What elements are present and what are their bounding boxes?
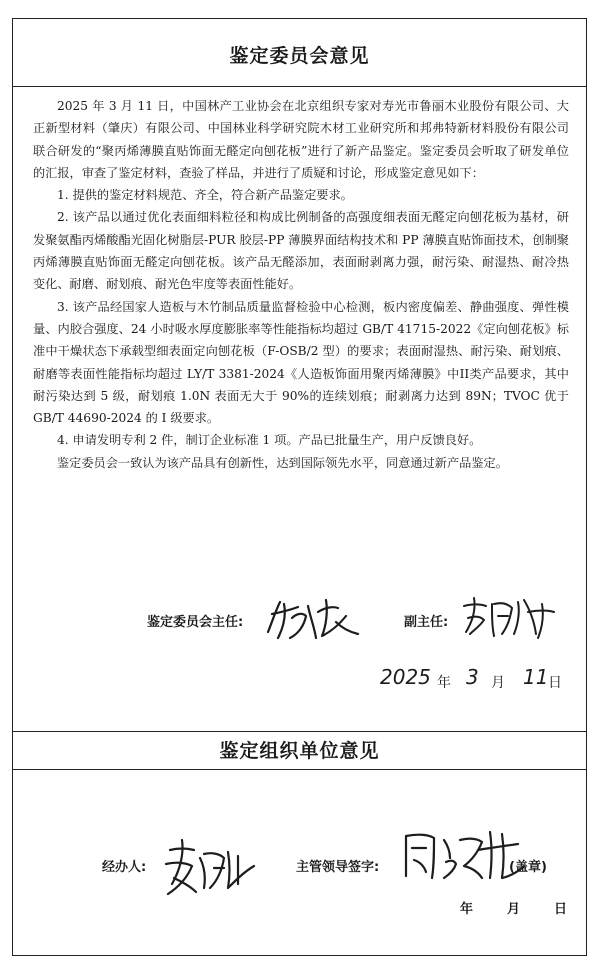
conclusion-paragraph: 鉴定委员会一致认为该产品具有创新性，达到国际领先水平，同意通过新产品鉴定。	[57, 455, 508, 470]
leader-label: 主管领导签字:	[296, 860, 380, 875]
organizer-opinion-title: 鉴定组织单位意见	[219, 740, 380, 762]
handler-label: 经办人:	[102, 860, 147, 875]
committee-opinion-body	[33, 95, 569, 474]
organizer-title-divider	[13, 769, 586, 770]
committee-date-day-unit: 日	[548, 675, 562, 691]
organizer-date-year-unit: 年	[460, 902, 474, 917]
chair-signature-icon	[262, 592, 362, 644]
vice-chair-label: 副主任:	[404, 615, 449, 630]
committee-date-month-unit: 月	[491, 675, 505, 691]
intro-paragraph: 2025 年 3 月 11 日，中国林产工业协会在北京组织专家对寿光市鲁丽木业股份有限公司、大正新型材料（肇庆）有限公司、中国林业科学研究院木材工业研究所和邦弗特新材料股份有限公司联合研发的“聚丙烯薄膜直贴饰面无醛定向刨花板”进行了新产品鉴定。鉴定委员会听取了研发单位的汇报，审查了鉴定材料，查验了样品，并进行了质疑和讨论，形成鉴定意见如下：	[33, 99, 569, 180]
committee-date-year: 2025	[380, 665, 431, 689]
committee-date-month: 3	[466, 665, 479, 689]
committee-date-day: 11	[523, 665, 549, 689]
organizer-date-month-unit: 月	[507, 902, 521, 917]
opinion-point-4: 4. 申请发明专利 2 件，制订企业标准 1 项。产品已批量生产，用户反馈良好。	[57, 433, 482, 448]
committee-opinion-title: 鉴定委员会意见	[229, 45, 370, 67]
chair-label: 鉴定委员会主任:	[147, 615, 244, 630]
opinion-point-1: 1. 提供的鉴定材料规范、齐全，符合新产品鉴定要求。	[57, 188, 353, 203]
committee-date-year-unit: 年	[437, 675, 451, 691]
organizer-date-day-unit: 日	[554, 902, 568, 917]
opinion-point-3: 3. 该产品经国家人造板与木竹制品质量监督检验中心检测，板内密度偏差、静曲强度、弹性模量、内胶合强度、24 小时吸水厚度膨胀率等性能指标均超过 GB/T 41715-2022《定向刨花板》标准中干燥状态下承载型细表面定向刨花板（F-OSB/2 型）的要求；表面耐湿热、耐污染、耐划痕、耐磨等表面性能指标均超过 LY/T 3381-2024《人造板饰面用聚丙烯薄膜》中II类产品要求，其中耐污染达到 5 级，耐划痕 1.0N 表面无大于 90%的连续划痕；耐剥离力达到 89N；TVOC 优于 GB/T 44690-2024 的 I 级要求。	[33, 299, 569, 426]
seal-label: (盖章)	[509, 860, 547, 875]
handler-signature-icon	[160, 836, 260, 900]
title-divider	[13, 86, 586, 87]
vice-chair-signature-icon	[458, 594, 558, 642]
section-divider	[13, 731, 586, 732]
opinion-point-2: 2. 该产品以通过优化表面细料粒径和构成比例制备的高强度细表面无醛定向刨花板为基材，研发聚氨酯丙烯酸酯光固化树脂层-PUR 胶层-PP 薄膜界面结构技术和 PP 薄膜直贴饰面技术，创制聚丙烯薄膜直贴饰面无醛定向刨花板。该产品无醛添加，表面耐剥离力强，耐污染、耐湿热、耐冷热变化、耐磨、耐划痕、耐光色牢度等表面性能好。	[33, 210, 569, 292]
